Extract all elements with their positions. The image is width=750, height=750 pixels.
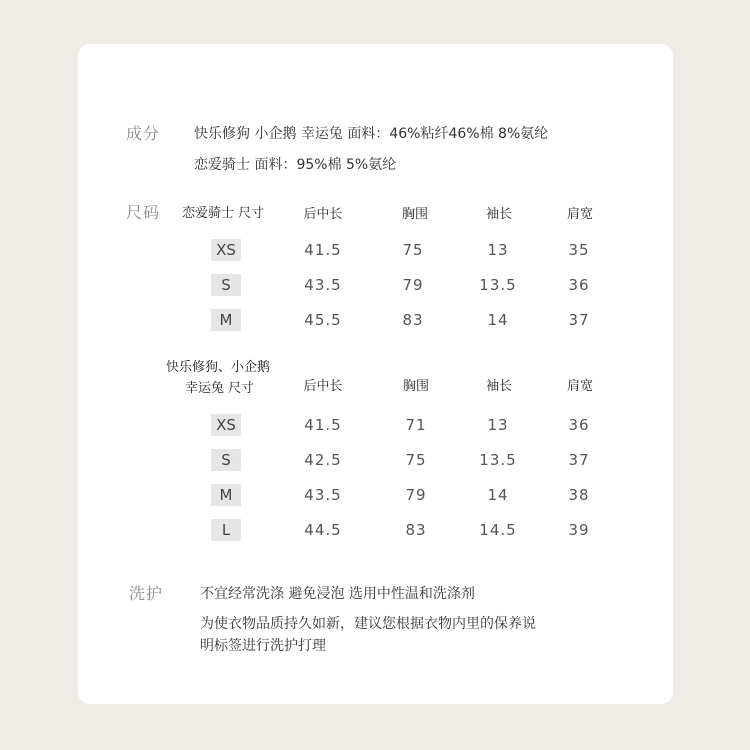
value-shoulder: 39 <box>568 521 590 539</box>
size-badge: M <box>211 484 241 506</box>
value-back-length: 41.5 <box>304 241 342 259</box>
value-sleeve: 13.5 <box>479 276 517 294</box>
value-sleeve: 14.5 <box>479 521 517 539</box>
value-chest: 71 <box>405 416 427 434</box>
care-line-3: 明标签进行洗护打理 <box>200 638 326 654</box>
value-shoulder: 37 <box>568 311 590 329</box>
value-chest: 75 <box>402 241 424 259</box>
value-chest: 83 <box>402 311 424 329</box>
size-badge: S <box>211 274 241 296</box>
value-chest: 79 <box>402 276 424 294</box>
col-header-chest: 胸围 <box>402 379 429 394</box>
value-sleeve: 14 <box>487 311 509 329</box>
value-back-length: 41.5 <box>304 416 342 434</box>
col-header-chest: 胸围 <box>401 207 428 222</box>
value-back-length: 43.5 <box>304 486 342 504</box>
size-badge: XS <box>211 414 241 436</box>
col-header-back-length: 后中长 <box>303 207 343 222</box>
value-sleeve: 13 <box>487 416 509 434</box>
value-shoulder: 35 <box>568 241 590 259</box>
size-title: 尺码 <box>126 203 161 222</box>
size-badge: M <box>211 309 241 331</box>
col-header-shoulder: 肩宽 <box>566 207 593 222</box>
size-badge: L <box>211 519 241 541</box>
size-info-card <box>78 44 673 704</box>
table2-label-line-1: 快乐修狗、小企鹅 <box>166 360 271 375</box>
value-sleeve: 14 <box>487 486 509 504</box>
value-sleeve: 13.5 <box>479 451 517 469</box>
table1-label: 恋爱骑士 尺寸 <box>182 206 265 221</box>
value-shoulder: 37 <box>568 451 590 469</box>
value-back-length: 45.5 <box>304 311 342 329</box>
col-header-sleeve: 袖长 <box>485 379 512 394</box>
composition-title: 成分 <box>126 124 161 143</box>
col-header-back-length: 后中长 <box>303 379 343 394</box>
value-back-length: 44.5 <box>304 521 342 539</box>
value-chest: 83 <box>405 521 427 539</box>
composition-line-2: 恋爱骑士 面料：95%棉 5%氨纶 <box>194 157 397 173</box>
col-header-sleeve: 袖长 <box>485 207 512 222</box>
table2-label-line-2: 幸运兔 尺寸 <box>185 381 255 396</box>
care-title: 洗护 <box>129 584 164 603</box>
size-badge: XS <box>211 239 241 261</box>
care-line-1: 不宜经常洗涤 避免浸泡 选用中性温和洗涤剂 <box>200 586 475 602</box>
value-shoulder: 38 <box>568 486 590 504</box>
value-chest: 79 <box>405 486 427 504</box>
value-shoulder: 36 <box>568 416 590 434</box>
value-shoulder: 36 <box>568 276 590 294</box>
value-chest: 75 <box>405 451 427 469</box>
value-sleeve: 13 <box>487 241 509 259</box>
composition-line-1: 快乐修狗 小企鹅 幸运兔 面料：46%粘纤46%棉 8%氨纶 <box>194 126 549 142</box>
size-badge: S <box>211 449 241 471</box>
col-header-shoulder: 肩宽 <box>566 379 593 394</box>
care-line-2: 为使衣物品质持久如新，建议您根据衣物内里的保养说 <box>200 616 536 632</box>
value-back-length: 42.5 <box>304 451 342 469</box>
value-back-length: 43.5 <box>304 276 342 294</box>
